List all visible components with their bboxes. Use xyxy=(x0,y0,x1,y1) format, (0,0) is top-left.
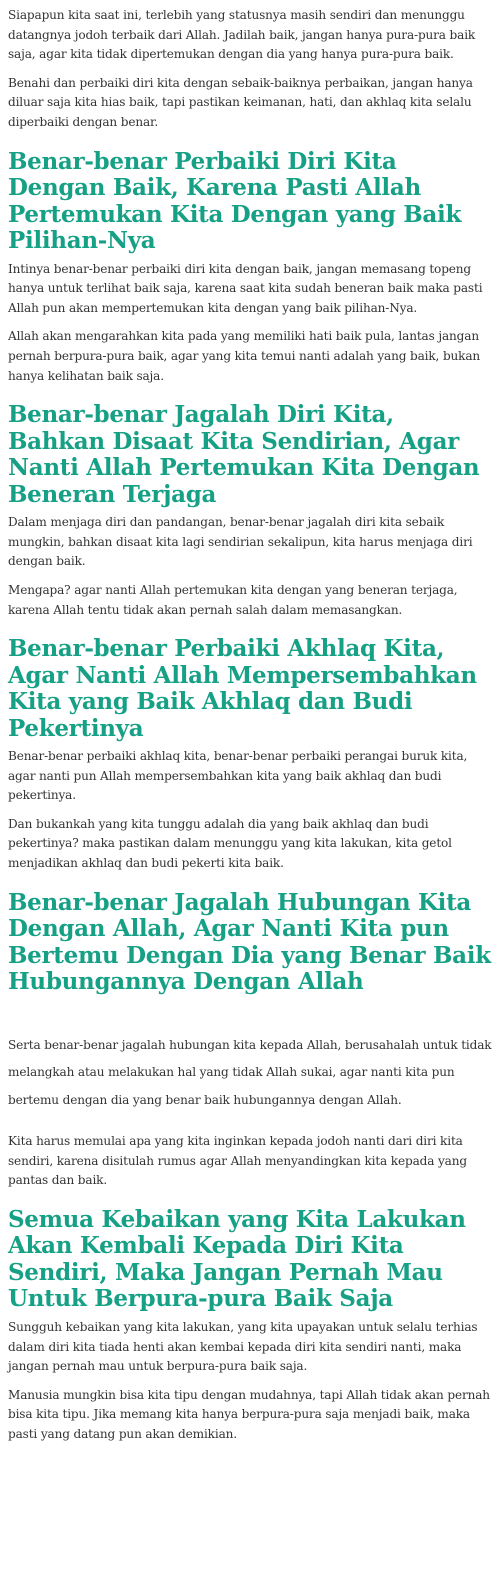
section-3-paragraph-1: Benar-benar perbaiki akhlaq kita, benar-benar perbaiki perangai buruk kita, agar nanti pun Allah mempersembahkan kita yang baik akhlaq dan budi pekertinya. xyxy=(8,749,468,803)
section-heading-1: Benar-benar Perbaiki Diri Kita Dengan Baik, Karena Pasti Allah Pertemukan Kita Dengan yang Baik Pilihan-Nya xyxy=(8,147,462,255)
section-4-paragraph-2: Kita harus memulai apa yang kita inginkan kepada jodoh nanti dari diri kita sendiri, karena disitulah rumus agar Allah menyandingkan kita kepada yang pantas dan baik. xyxy=(8,1134,467,1188)
section-5-paragraph-1: Sungguh kebaikan yang kita lakukan, yang kita upayakan untuk selalu terhias dalam diri kita tiada henti akan kembai kepada diri kita sendiri nanti, maka jangan pernah mau untuk berpura-pura baik saja. xyxy=(8,1319,478,1374)
section-2-paragraph-2: Mengapa? agar nanti Allah pertemukan kita dengan yang beneran terjaga, karena Allah tentu tidak akan pernah salah dalam memasangkan. xyxy=(8,582,458,617)
section-1-paragraph-1: Intinya benar-benar perbaiki diri kita dengan baik, jangan memasang topeng hanya untuk terlihat baik saja, karena saat kita sudah beneran baik maka pasti Allah pun akan mempertemukan kita dengan yang baik pilihan-Nya. xyxy=(8,261,483,315)
intro-paragraph-1: Siapapun kita saat ini, terlebih yang statusnya masih sendiri dan menunggu datangnya jodoh terbaik dari Allah. Jadilah baik, jangan hanya pura-pura baik saja, agar kita tidak dipertemukan dengan dia yang hanya pura-pura baik. xyxy=(8,8,476,62)
section-heading-5: Semua Kebaikan yang Kita Lakukan Akan Kembali Kepada Diri Kita Sendiri, Maka Jangan Pernah Mau Untuk Berpura-pura Baik Saja xyxy=(8,1205,466,1313)
section-1-paragraph-2: Allah akan mengarahkan kita pada yang memiliki hati baik pula, lantas jangan pernah berpura-pura baik, agar yang kita temui nanti adalah yang baik, bukan hanya kelihatan baik saja. xyxy=(8,329,481,383)
section-4-paragraph-1: Serta benar-benar jagalah hubungan kita kepada Allah, berusahalah untuk tidak melangkah atau melakukan hal yang tidak Allah sukai, agar nanti kita pun bertemu dengan dia yang benar baik hubungannya dengan Allah. xyxy=(8,1037,492,1107)
section-2-paragraph-1: Dalam menjaga diri dan pandangan, benar-benar jagalah diri kita sebaik mungkin, bahkan disaat kita lagi sendirian sekalipun, kita harus menjaga diri dengan baik. xyxy=(8,515,473,569)
section-heading-3: Benar-benar Perbaiki Akhlaq Kita, Agar Nanti Allah Mempersembahkan Kita yang Baik Akhlaq dan Budi Pekertinya xyxy=(8,635,477,742)
section-heading-4: Benar-benar Jagalah Hubungan Kita Dengan Allah, Agar Nanti Kita pun Bertemu Dengan Dia yang Benar Baik Hubungannya Dengan Allah xyxy=(8,888,491,996)
section-3-paragraph-2: Dan bukankah yang kita tunggu adalah dia yang baik akhlaq dan budi pekertinya? maka pastikan dalam menunggu yang kita lakukan, kita getol menjadikan akhlaq dan budi pekerti kita baik. xyxy=(8,816,452,871)
intro-paragraph-2: Benahi dan perbaiki diri kita dengan sebaik-baiknya perbaikan, jangan hanya diluar saja kita hias baik, tapi pastikan keimanan, hati, dan akhlaq kita selalu diperbaiki dengan benar. xyxy=(8,75,473,129)
section-heading-2: Benar-benar Jagalah Diri Kita, Bahkan Disaat Kita Sendirian, Agar Nanti Allah Pertemukan Kita Dengan Beneran Terjaga xyxy=(8,401,480,508)
section-5-paragraph-2: Manusia mungkin bisa kita tipu dengan mudahnya, tapi Allah tidak akan pernah bisa kita tipu. Jika memang kita hanya berpura-pura saja menjadi baik, maka pasti yang datang pun akan demikian. xyxy=(8,1387,490,1441)
